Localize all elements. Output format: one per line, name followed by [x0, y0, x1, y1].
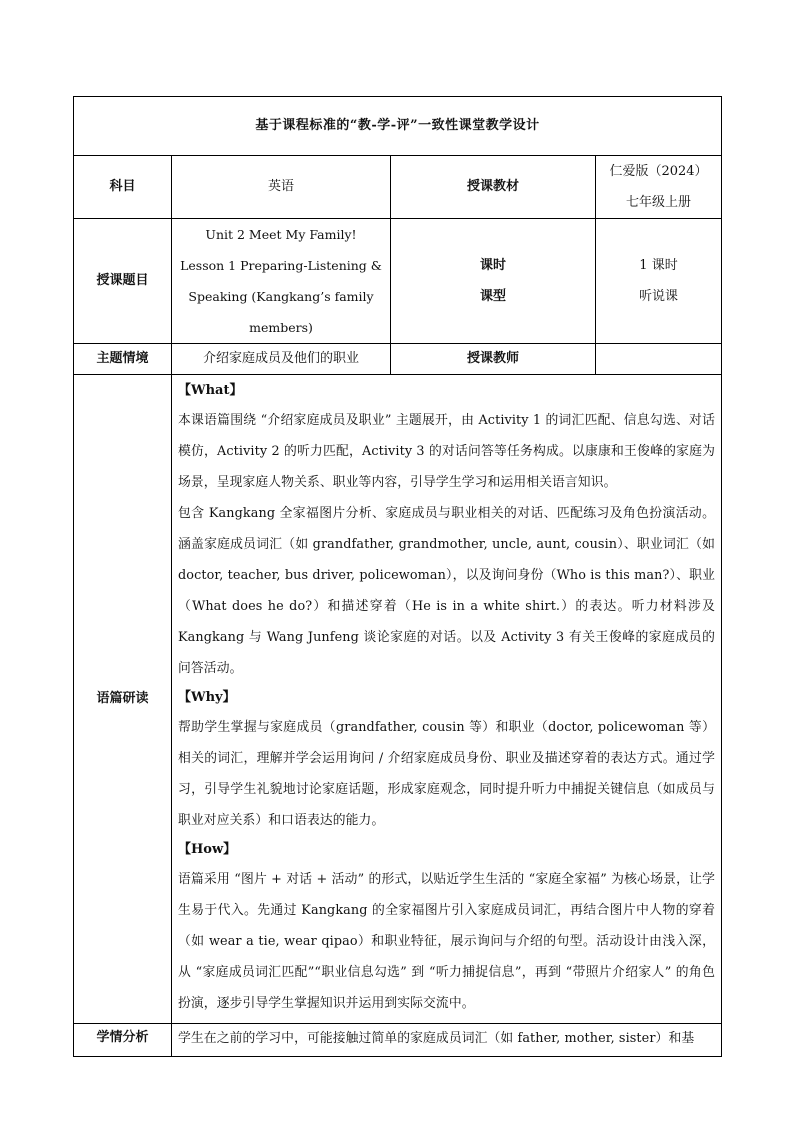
theme-label: 主题情境: [74, 344, 172, 375]
learners-label: 学情分析: [74, 1024, 172, 1057]
subject-value: 英语: [172, 156, 391, 219]
topic-label: 授课题目: [74, 219, 172, 344]
theme-row: [74, 344, 722, 375]
textbook-grade: 七年级上册: [625, 195, 691, 210]
how-paragraph: 语篇采用 “图片 + 对话 + 活动” 的形式，以贴近学生生活的 “家庭全家福” 为核心场景，让学生易于代入。先通过 Kangkang 的全家福图片引入家庭成员词汇，再结合图片中人物的穿着（如 wear a tie, wear qipao）和职业特征，展示询问与介绍的句型。活动设计由浅入深，从 “家庭成员词汇匹配”“职业信息勾选” 到 “听力捕捉信息”，再到 “带照片介绍家人” 的角色扮演，逐步引导学生掌握知识并运用到实际交流中。: [178, 872, 715, 1011]
teacher-label: 授课教师: [391, 344, 596, 375]
what-heading: 【What】: [178, 383, 243, 398]
why-heading: 【Why】: [178, 690, 236, 705]
teacher-value: [596, 344, 722, 375]
learners-content: [172, 1024, 722, 1057]
title-row: [74, 97, 722, 156]
lesson-type-value: 听说课: [638, 289, 678, 304]
period-label: 课时: [479, 258, 506, 273]
textbook-value: [596, 156, 722, 219]
topic-line: Unit 2 Meet My Family!: [205, 227, 357, 242]
document-title: 基于课程标准的“教-学-评”一致性课堂教学设计: [74, 97, 722, 156]
topic-value: [172, 219, 391, 344]
period-type-labels: [391, 219, 596, 344]
theme-value: 介绍家庭成员及他们的职业: [172, 344, 391, 375]
topic-line: members): [249, 320, 313, 335]
topic-row: [74, 219, 722, 344]
lesson-plan-table: [73, 96, 722, 1057]
subject-label: 科目: [74, 156, 172, 219]
topic-line: Lesson 1 Preparing-Listening &: [180, 258, 382, 273]
topic-line: Speaking (Kangkang’s family: [188, 289, 374, 304]
textbook-edition: 仁爱版（2024）: [609, 164, 708, 179]
what-paragraph: 包含 Kangkang 全家福图片分析、家庭成员与职业相关的对话、匹配练习及角色扮演活动。涵盖家庭成员词汇（如 grandfather, grandmother, uncle, aunt, cousin）、职业词汇（如 doctor, teacher, bus driver, policewoman），以及询问身份（Who is this man?）、职业（What does he do?）和描述穿着（He is in a white shirt.）的表达。听力材料涉及 Kangkang 与 Wang Junfeng 谈论家庭的对话。以及 Activity 3 有关王俊峰的家庭成员的问答活动。: [178, 506, 715, 676]
period-value: 1 课时: [639, 258, 678, 273]
learners-row: [74, 1024, 722, 1057]
period-type-values: [596, 219, 722, 344]
learners-paragraph: 学生在之前的学习中，可能接触过简单的家庭成员词汇（如 father, mother, sister）和基: [178, 1031, 695, 1046]
analysis-label: 语篇研读: [74, 375, 172, 1024]
textbook-label: 授课教材: [391, 156, 596, 219]
lesson-type-label: 课型: [479, 289, 506, 304]
analysis-row: [74, 375, 722, 1024]
how-heading: 【How】: [178, 842, 237, 857]
what-paragraph: 本课语篇围绕 “介绍家庭成员及职业” 主题展开，由 Activity 1 的词汇匹配、信息勾选、对话模仿，Activity 2 的听力匹配，Activity 3 的对话问答等任务构成。以康康和王俊峰的家庭为场景，呈现家庭人物关系、职业等内容，引导学生学习和运用相关语言知识。: [178, 413, 715, 490]
analysis-content: [172, 375, 722, 1024]
why-paragraph: 帮助学生掌握与家庭成员（grandfather, cousin 等）和职业（doctor, policewoman 等）相关的词汇，理解并学会运用询问 / 介绍家庭成员身份、职业及描述穿着的表达方式。通过学习，引导学生礼貌地讨论家庭话题，形成家庭观念，同时提升听力中捕捉关键信息（如成员与职业对应关系）和口语表达的能力。: [178, 720, 715, 828]
subject-row: [74, 156, 722, 219]
